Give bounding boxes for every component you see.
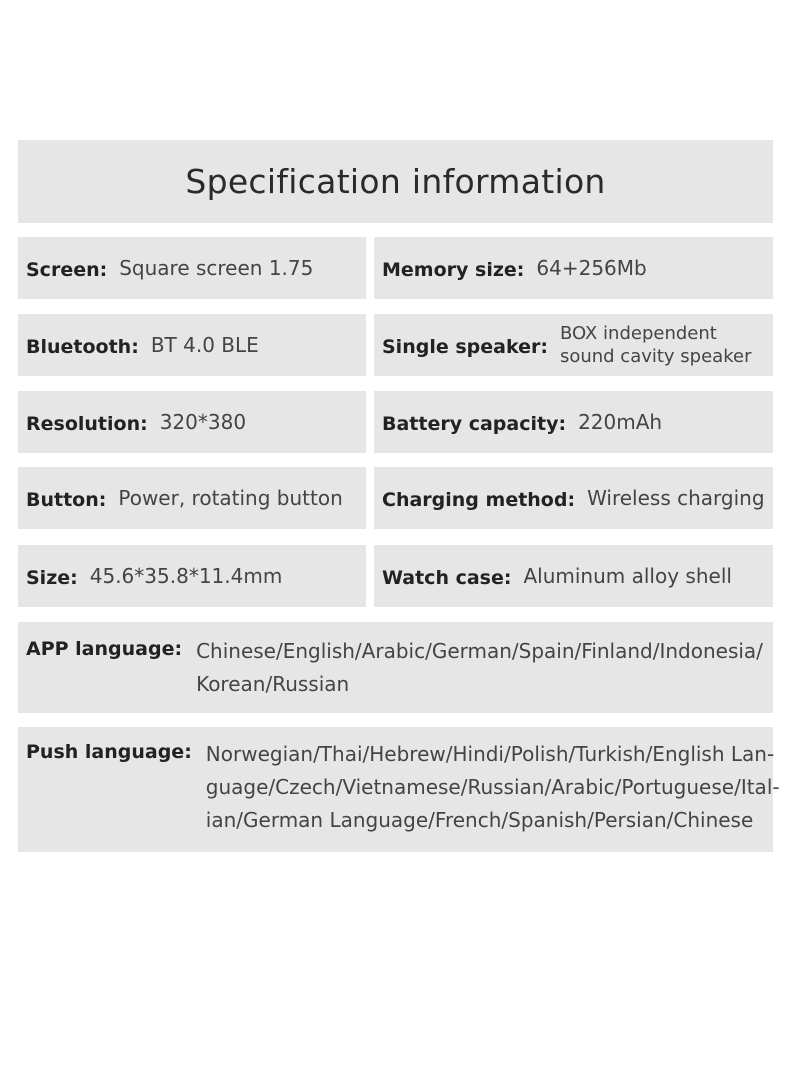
spec-speaker-label: Single speaker: bbox=[382, 336, 548, 358]
spec-speaker-value-line2: sound cavity speaker bbox=[559, 346, 752, 367]
spec-charging-value: Wireless charging bbox=[587, 486, 765, 510]
spec-speaker-value-line1: BOX independent bbox=[559, 323, 717, 344]
spec-watch-case-value: Aluminum alloy shell bbox=[523, 564, 732, 588]
spec-charging-label: Charging method: bbox=[382, 489, 576, 511]
spec-push-language-line2: guage/Czech/Vietnamese/Russian/Arabic/Portuguese/Ital- bbox=[205, 775, 780, 799]
spec-bluetooth-label: Bluetooth: bbox=[26, 336, 139, 358]
spec-watch-case bbox=[374, 545, 773, 607]
spec-app-language bbox=[18, 622, 773, 713]
spec-app-language-value bbox=[196, 635, 763, 701]
spec-push-language-value bbox=[206, 738, 780, 837]
spec-screen-label: Screen: bbox=[26, 259, 108, 281]
spec-size-label: Size: bbox=[26, 567, 78, 589]
spec-screen-value: Square screen 1.75 bbox=[119, 256, 314, 280]
spec-speaker bbox=[374, 314, 773, 376]
spec-charging bbox=[374, 467, 773, 529]
spec-bluetooth bbox=[18, 314, 366, 376]
spec-memory-value: 64+256Mb bbox=[536, 256, 647, 280]
spec-memory bbox=[374, 237, 773, 299]
spec-button bbox=[18, 467, 366, 529]
spec-button-label: Button: bbox=[26, 489, 107, 511]
spec-screen bbox=[18, 237, 366, 299]
spec-watch-case-label: Watch case: bbox=[382, 567, 512, 589]
spec-app-language-line1: Chinese/English/Arabic/German/Spain/Finland/Indonesia/ bbox=[196, 639, 763, 663]
spec-battery bbox=[374, 391, 773, 453]
spec-resolution bbox=[18, 391, 366, 453]
spec-app-language-label: APP language: bbox=[26, 638, 183, 660]
spec-resolution-label: Resolution: bbox=[26, 413, 148, 435]
spec-push-language-label: Push language: bbox=[26, 741, 192, 763]
spec-battery-value: 220mAh bbox=[578, 410, 663, 434]
spec-push-language bbox=[18, 727, 780, 852]
spec-button-value: Power, rotating button bbox=[118, 486, 343, 510]
spec-battery-label: Battery capacity: bbox=[382, 413, 567, 435]
spec-app-language-line2: Korean/Russian bbox=[196, 672, 350, 696]
spec-push-language-line1: Norwegian/Thai/Hebrew/Hindi/Polish/Turkish/English Lan- bbox=[205, 742, 775, 766]
page-title: Specification information bbox=[185, 162, 606, 201]
spec-memory-label: Memory size: bbox=[382, 259, 525, 281]
spec-push-language-line3: ian/German Language/French/Spanish/Persian/Chinese bbox=[205, 808, 754, 832]
spec-size-value: 45.6*35.8*11.4mm bbox=[89, 564, 283, 588]
title-banner bbox=[18, 140, 773, 223]
spec-speaker-value bbox=[560, 322, 752, 368]
spec-resolution-value: 320*380 bbox=[159, 410, 247, 434]
spec-size bbox=[18, 545, 366, 607]
spec-bluetooth-value: BT 4.0 BLE bbox=[150, 333, 259, 357]
